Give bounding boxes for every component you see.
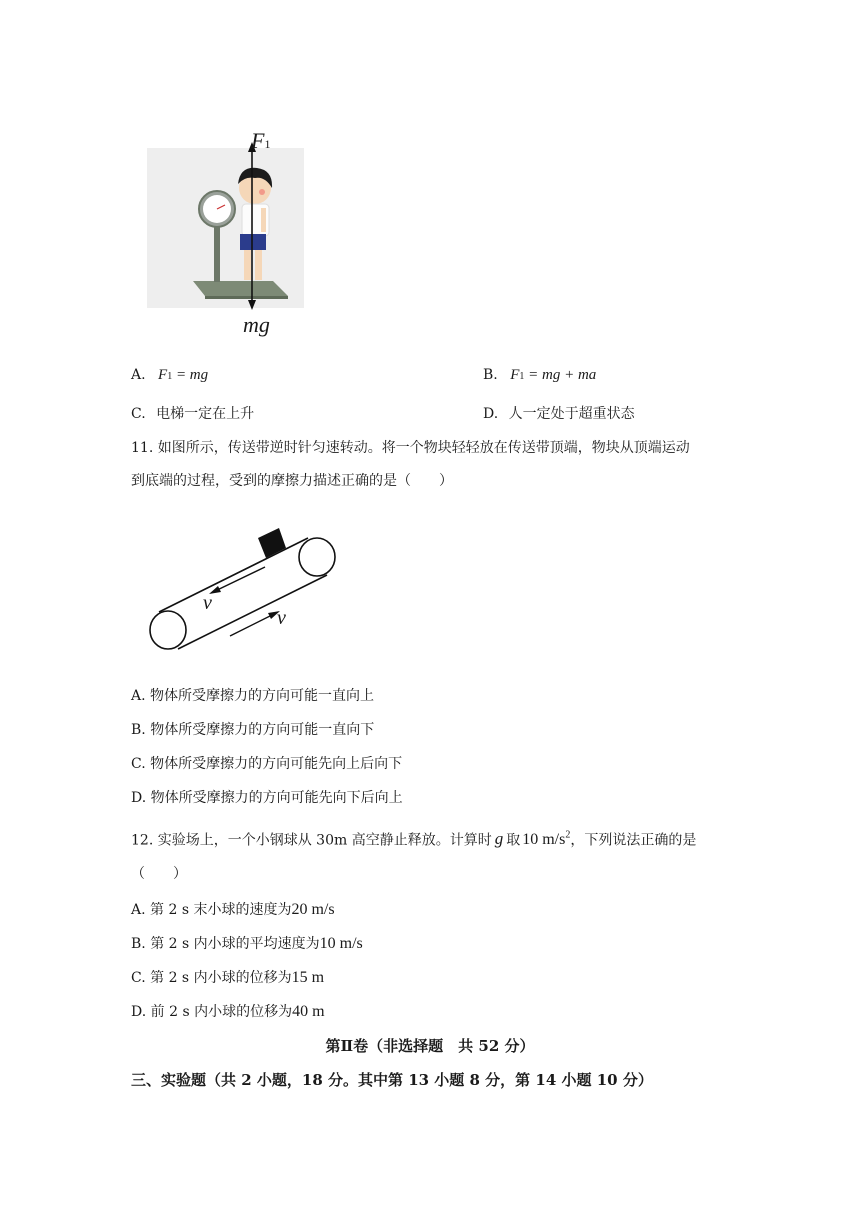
option-text: 前 2 s 内小球的位移为: [150, 1004, 293, 1020]
formula-sub: 1: [519, 371, 525, 382]
option-text: 第 2 s 末小球的速度为: [150, 902, 292, 918]
stem-value: [522, 831, 570, 848]
q12-option-b: [131, 934, 363, 954]
option-label: C.: [131, 756, 146, 772]
option-label: A.: [131, 902, 146, 918]
option-label: B.: [483, 367, 498, 383]
formula-rhs: = mg: [175, 367, 209, 383]
q10-option-b: [483, 365, 596, 387]
option-text: 物体所受摩擦力的方向可能先向下后向上: [150, 790, 403, 806]
formula-lhs: F: [158, 367, 168, 383]
option-value: 40 m: [292, 1003, 325, 1020]
q12-stem-line2: （ ）: [131, 866, 187, 882]
option-text: 第 2 s 内小球的位移为: [150, 970, 292, 986]
q10-option-a: [131, 365, 208, 387]
option-label: C.: [131, 970, 146, 986]
option-label: D.: [131, 790, 147, 806]
stem-value-text: 10 m/s: [522, 831, 566, 849]
option-text: 物体所受摩擦力的方向可能先向上后向下: [150, 756, 403, 772]
q11-option-c: [131, 754, 402, 774]
option-value: 20 m/s: [291, 901, 335, 918]
q10-option-c: [131, 404, 254, 424]
option-text: 物体所受摩擦力的方向可能一直向下: [150, 722, 375, 738]
q12-option-c: [131, 968, 324, 988]
q11-stem-line2: 到底端的过程，受到的摩擦力描述正确的是（ ）: [131, 473, 453, 489]
stem-text: 取: [506, 832, 521, 849]
q12-option-a: [131, 900, 335, 920]
q11-option-d: [131, 788, 403, 808]
option-text: 第 2 s 内小球的平均速度为: [150, 936, 320, 952]
option-text: 电梯一定在上升: [156, 406, 255, 422]
scale-person-figure: [145, 126, 315, 341]
stem-g-symbol: g: [494, 829, 504, 849]
stem-text: 12. 实验场上，一个小钢球从 30m 高空静止释放。计算时: [131, 832, 492, 849]
option-label: A.: [131, 688, 146, 704]
force-f1-label: [251, 128, 270, 154]
option-label: B.: [131, 936, 146, 952]
option-label: A.: [131, 367, 146, 383]
option-text: 物体所受摩擦力的方向可能一直向上: [150, 688, 375, 704]
formula-sub: 1: [167, 371, 173, 382]
formula-rhs: = mg + ma: [528, 367, 597, 383]
option-b-formula: [510, 367, 596, 383]
stem-value-sup: 2: [565, 830, 571, 841]
option-text: 人一定处于超重状态: [508, 406, 635, 422]
q12-stem-line1: [131, 826, 696, 850]
option-value: 15 m: [291, 969, 325, 986]
force-f1-subscript: 1: [264, 137, 271, 151]
velocity-label-lower: v: [277, 607, 286, 629]
stem-text: ，下列说法正确的是: [570, 832, 697, 849]
gravity-mg-label: mg: [243, 312, 270, 337]
option-label: B.: [131, 722, 146, 738]
q11-stem-line1: 11. 如图所示，传送带逆时针匀速转动。将一个物块轻轻放在传送带顶端，物块从顶端运动: [131, 440, 690, 456]
formula-lhs: F: [510, 367, 520, 383]
option-label: D.: [131, 1004, 147, 1020]
q11-option-a: [131, 686, 374, 706]
q10-option-d: [483, 404, 635, 424]
section-3-title: 三、实验题（共 2 小题，18 分。其中第 13 小题 8 分，第 14 小题 10 分）: [131, 1071, 653, 1089]
conveyor-belt-figure: [145, 525, 350, 660]
force-f1-symbol: F: [251, 128, 265, 153]
option-label: C.: [131, 406, 146, 422]
section-2-title: 第Ⅱ卷（非选择题 共 52 分）: [325, 1037, 535, 1055]
conveyor-belt-illustration: [145, 525, 350, 660]
option-a-formula: [158, 367, 208, 383]
q11-option-b: [131, 720, 374, 740]
option-value: 10 m/s: [319, 935, 363, 952]
q12-option-d: [131, 1002, 325, 1022]
scale-person-illustration: [145, 126, 315, 341]
velocity-label-upper: v: [203, 592, 212, 614]
option-label: D.: [483, 406, 499, 422]
